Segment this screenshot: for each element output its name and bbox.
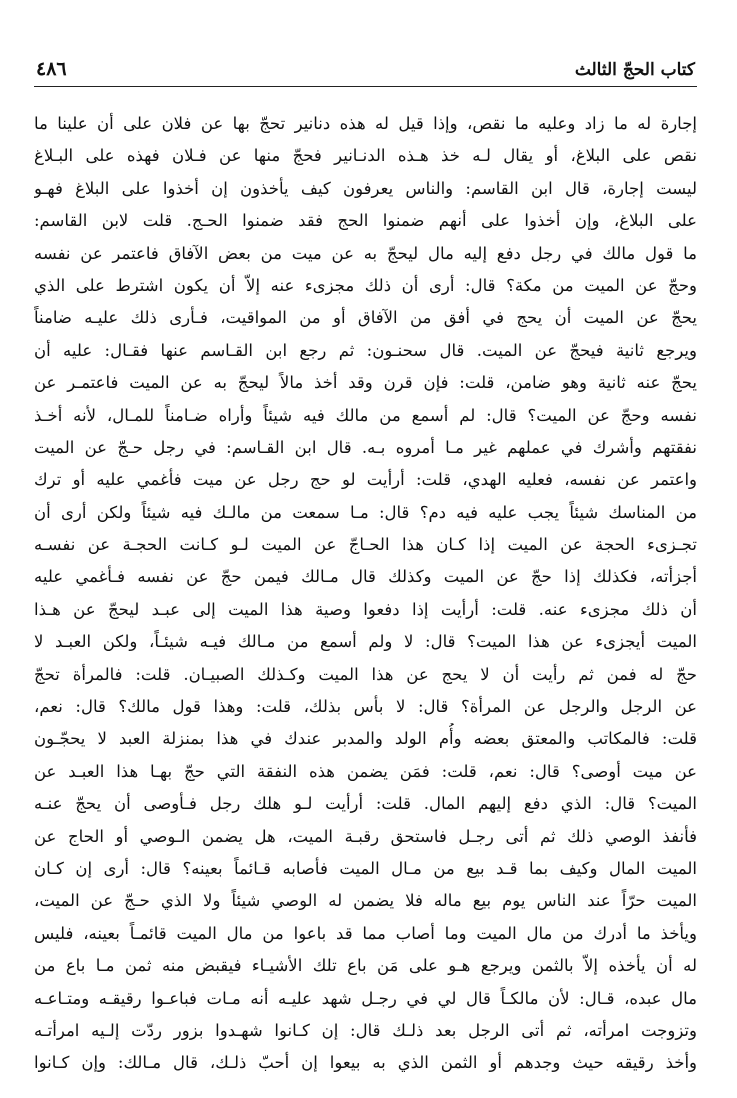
text-line: الميت حرّاً عند الناس يوم بيع ماله فلا يضمن له الوصي شيئاً ولا الذي حـجّ عن الميت،: [34, 891, 697, 911]
running-header: [36, 58, 695, 84]
text-line: نقص على البلاغ، أو يقال لـه خذ هـذه الدنـانير فحجّ منها عن فـلان فهذه على البـلاغ: [34, 146, 697, 166]
text-line: يحجّ عنه ثانية وهو ضامن، قلت: فإن قرن وقد أخذ مالاً ليحجّ به عن الميت فاعتمـر عن: [34, 373, 697, 393]
header-rule: [34, 86, 697, 87]
text-line: ويرجع ثانية فيحجّ عن الميت. قال سحنـون: ثم رجع ابن القـاسم عنها فقـال: عليه أن: [34, 340, 697, 360]
text-line: ويأخذ ما أدرك من مال الميت وما أصاب مما قد باعوا من مال الميت قائمـاً بعينه، فليس: [34, 923, 697, 943]
text-line: الميت؟ قال: الذي دفع إليهم المال. قلت: أرأيت لـو هلك رجل فـأوصى أن يحجّ عنـه: [34, 794, 697, 814]
text-line: ليست إجارة، قال ابن القاسم: والناس يعرفون كيف يأخذون إن أخذوا على البلاغ فهـو: [34, 178, 697, 198]
text-line: فأنفذ الوصي ذلك ثم أتى رجـل فاستحق رقبـة الميت، هل يضمن الـوصي أو الحاج عن: [34, 826, 697, 846]
text-line: واعتمر عن نفسه، فعليه الهدي، قلت: أرأيت لو حج رجل عن ميت فأغمي عليه أو ترك: [34, 470, 697, 490]
text-line: عن الرجل والرجل عن المرأة؟ قال: لا بأس بذلك، قلت: وهذا قول مالك؟ قال: نعم،: [34, 697, 697, 717]
text-line: نفسه وحجّ عن الميت؟ قال: لم أسمع من مالك فيه شيئاً وأراه ضـامناً للمـال، لأنه أخـذ: [34, 405, 697, 425]
page-number: ٤٨٦: [36, 58, 67, 80]
text-line: عن ميت أوصى؟ قال: نعم، قلت: فمَن يضمن هذه النفقة التي حجّ بهـا هذا العبـد عن: [34, 761, 697, 781]
text-line: على البلاغ، وإن أخذوا على أنهم ضمنوا الحج فقد ضمنوا الحـج. قلت لابن القاسم:: [34, 211, 697, 231]
text-line: قلت: فالمكاتب والمعتق بعضه وأُم الولد والمدبر عندك في هذا بمنزلة العبد لا يحجّـون: [34, 729, 697, 749]
text-line: إجارة له ما زاد وعليه ما نقص، وإذا قيل له هذه دنانير تحجّ بها عن فلان على أن علينا ما: [34, 114, 697, 133]
text-line: الميت المال وكيف بما قـد بيع من مـال الميت فأصابه قـائماً بعينه؟ قال: أرى إن كـان: [34, 858, 697, 878]
text-line: من المناسك شيئاً يجب عليه فيه دم؟ قال: مـا سمعت من مالـك فيه شيئاً ولكن أرى أن: [34, 502, 697, 522]
text-line: تجـزىء الحجة عن الميت إذا كـان هذا الحـاجّ عن الميت لـو كـانت الحجـة عن نفسـه: [34, 535, 697, 555]
main-text: [34, 108, 697, 1080]
text-line: له أن يأخذه إلاّ بالثمن ويرجع هـو على مَن باع تلك الأشيـاء فيقبض منه ثمن مـا باع من: [34, 956, 697, 976]
text-line: أجزأته، فكذلك إذا حجّ عن الميت وكذلك قال مـالك فيمن حجّ عن نفسه فـأغمي عليه: [34, 567, 697, 587]
text-line: وحجّ عن الميت من مكة؟ قال: أرى أن ذلك مجزىء عنه إلاّ أن يكون اشترط على الذي: [34, 275, 697, 295]
text-line: وتزوجت امرأته، ثم أتى الرجل بعد ذلـك قال: إن كـانوا شهـدوا بزور ردّت إلـيه امرأتـه: [34, 1020, 697, 1040]
text-line: الميت أيجزىء عن هذا الميت؟ قال: لا ولم أسمع من مـالك فيـه شيئـاً، ولكن العبـد لا: [34, 632, 697, 652]
chapter-title: كتاب الحجّ الثالث: [574, 60, 695, 80]
text-line: أن ذلك مجزىء عنه. قلت: أرأيت إذا دفعوا وصية هذا الميت إلى عبـد ليحجّ عن هـذا: [34, 599, 697, 619]
text-line: مال عبده، قـال: لأن مالكـاً قال لي في رجـل شهد عليـه أنه مـات فباعـوا رقيقـه ومتـاعـه: [34, 988, 697, 1008]
text-line: يحجّ عن الميت أن يحج في أفق من الآفاق أو من المواقيت، فـأرى ذلك عليـه ضامناً: [34, 308, 697, 328]
text-line: ما قول مالك في رجل دفع إليه مال ليحجّ به عن ميت من بعض الآفاق فاعتمر عن نفسه: [34, 243, 697, 263]
text-line: نفقتهم وأشرك في عملهم غير مـا أمروه بـه. قال ابن القـاسم: في رجل حـجّ عن الميت: [34, 437, 697, 457]
text-line: حجّ له فمن ثم رأيت أن لا يحج عن هذا الميت وكـذلك الصبيـان. قلت: فالمرأة تحجّ: [34, 664, 697, 684]
text-line: وأخذ رقيقه حيث وجدهم أو الثمن الذي به بيعوا إن أحبّ ذلـك، قال مـالك: وإن كـانوا: [34, 1053, 697, 1073]
